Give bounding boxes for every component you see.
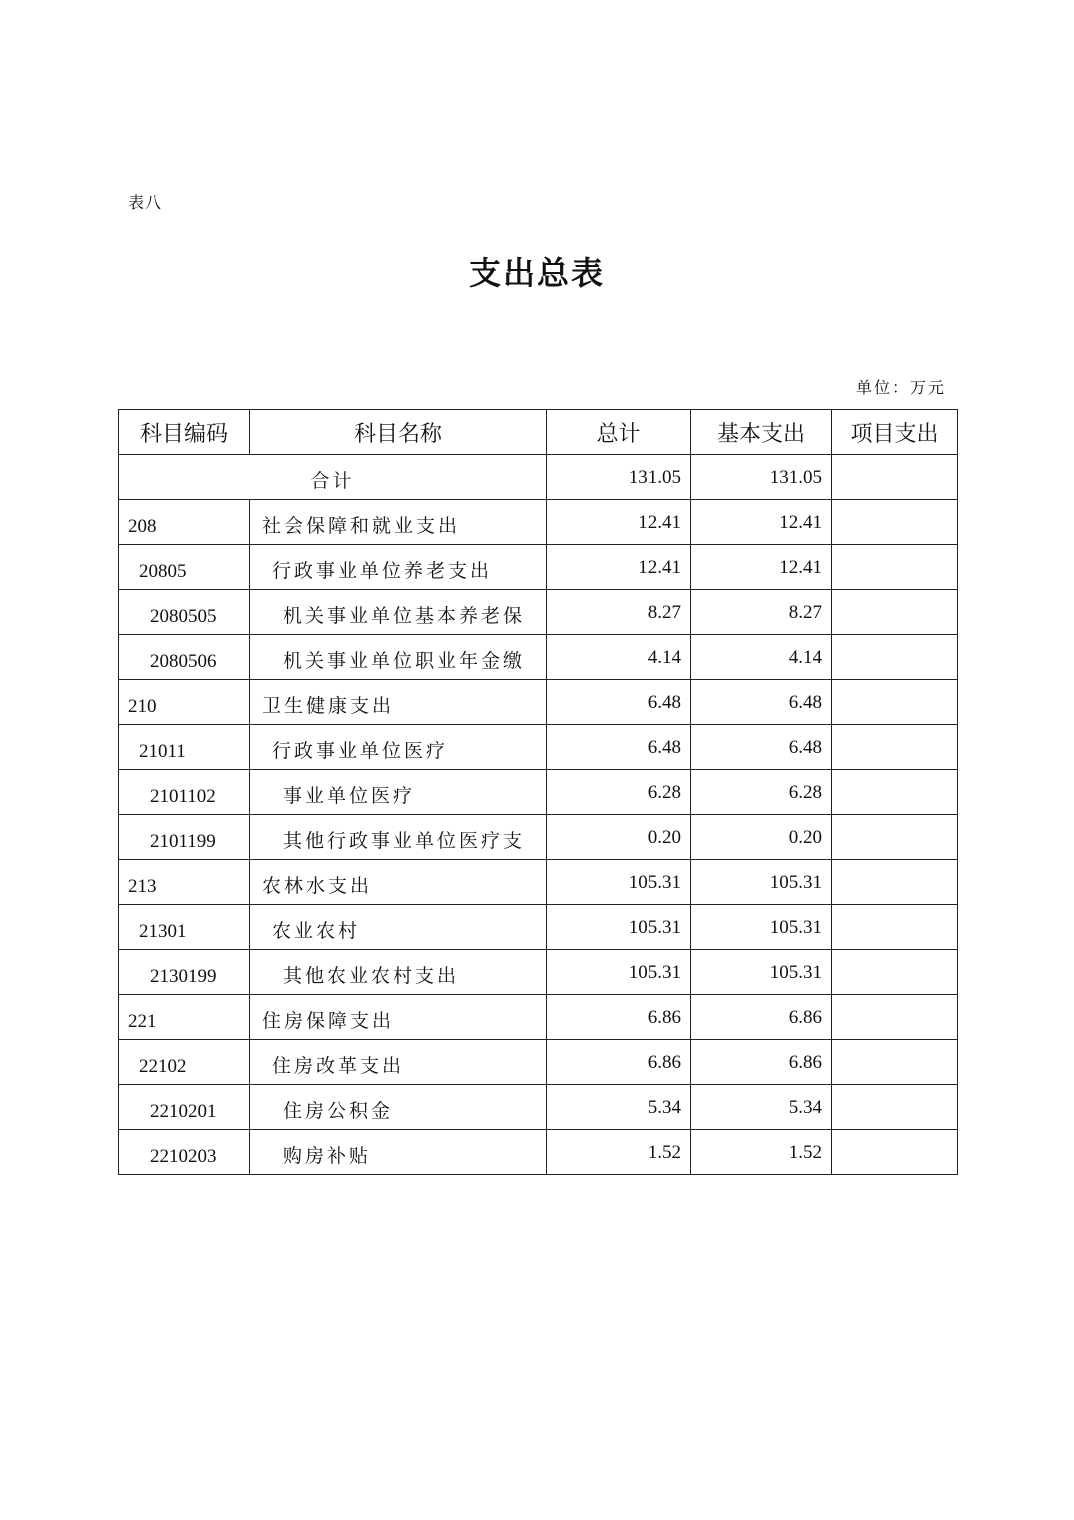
table-row (119, 725, 958, 770)
total-amount-cell: 6.48 (547, 680, 691, 725)
table-row (119, 860, 958, 905)
account-code-cell: 2080505 (119, 590, 250, 635)
total-basic-amount: 131.05 (691, 455, 832, 500)
unit-label: 单位：万元 (855, 378, 946, 397)
basic-amount-cell: 105.31 (691, 905, 832, 950)
total-project-amount (832, 455, 958, 500)
basic-amount-cell: 6.48 (691, 680, 832, 725)
table-row (119, 815, 958, 860)
account-name-cell: 购房补贴 (250, 1130, 547, 1175)
column-header-name: 科目名称 (250, 410, 547, 455)
account-name-cell: 机关事业单位职业年金缴 (250, 635, 547, 680)
table-row (119, 1040, 958, 1085)
account-code-cell: 210 (119, 680, 250, 725)
column-header-basic: 基本支出 (691, 410, 832, 455)
basic-amount-cell: 12.41 (691, 545, 832, 590)
total-amount-cell: 4.14 (547, 635, 691, 680)
basic-amount-cell: 1.52 (691, 1130, 832, 1175)
table-row (119, 680, 958, 725)
basic-amount-cell: 6.48 (691, 725, 832, 770)
basic-amount-cell: 105.31 (691, 950, 832, 995)
project-amount-cell (832, 1085, 958, 1130)
project-amount-cell (832, 1040, 958, 1085)
total-row (119, 455, 958, 500)
total-amount-cell: 1.52 (547, 1130, 691, 1175)
project-amount-cell (832, 1130, 958, 1175)
total-amount-cell: 0.20 (547, 815, 691, 860)
account-name-cell: 其他农业农村支出 (250, 950, 547, 995)
column-header-code: 科目编码 (119, 410, 250, 455)
account-code-cell: 221 (119, 995, 250, 1040)
account-code-cell: 21301 (119, 905, 250, 950)
account-code-cell: 21011 (119, 725, 250, 770)
basic-amount-cell: 12.41 (691, 500, 832, 545)
total-amount-cell: 5.34 (547, 1085, 691, 1130)
total-amount: 131.05 (547, 455, 691, 500)
column-header-total: 总计 (547, 410, 691, 455)
account-name-cell: 农业农村 (250, 905, 547, 950)
expenditure-summary-table (118, 409, 958, 1175)
project-amount-cell (832, 725, 958, 770)
total-amount-cell: 6.86 (547, 1040, 691, 1085)
page-title: 支出总表 (468, 254, 605, 292)
total-amount-cell: 105.31 (547, 950, 691, 995)
account-code-cell: 2210203 (119, 1130, 250, 1175)
account-code-cell: 22102 (119, 1040, 250, 1085)
account-code-cell: 213 (119, 860, 250, 905)
project-amount-cell (832, 545, 958, 590)
table-row (119, 905, 958, 950)
basic-amount-cell: 8.27 (691, 590, 832, 635)
column-header-project: 项目支出 (832, 410, 958, 455)
account-name-cell: 社会保障和就业支出 (250, 500, 547, 545)
account-name-cell: 行政事业单位养老支出 (250, 545, 547, 590)
total-amount-cell: 105.31 (547, 860, 691, 905)
basic-amount-cell: 6.86 (691, 1040, 832, 1085)
total-amount-cell: 12.41 (547, 545, 691, 590)
project-amount-cell (832, 590, 958, 635)
project-amount-cell (832, 815, 958, 860)
total-amount-cell: 6.28 (547, 770, 691, 815)
basic-amount-cell: 105.31 (691, 860, 832, 905)
total-amount-cell: 6.48 (547, 725, 691, 770)
table-row (119, 590, 958, 635)
project-amount-cell (832, 950, 958, 995)
basic-amount-cell: 6.86 (691, 995, 832, 1040)
account-code-cell: 2101199 (119, 815, 250, 860)
total-amount-cell: 12.41 (547, 500, 691, 545)
account-name-cell: 行政事业单位医疗 (250, 725, 547, 770)
account-name-cell: 事业单位医疗 (250, 770, 547, 815)
table-row (119, 950, 958, 995)
table-row (119, 1085, 958, 1130)
account-name-cell: 机关事业单位基本养老保 (250, 590, 547, 635)
table-row (119, 1130, 958, 1175)
account-name-cell: 住房改革支出 (250, 1040, 547, 1085)
account-code-cell: 2101102 (119, 770, 250, 815)
table-row (119, 995, 958, 1040)
account-name-cell: 卫生健康支出 (250, 680, 547, 725)
project-amount-cell (832, 905, 958, 950)
table-row (119, 545, 958, 590)
table-row (119, 635, 958, 680)
account-code-cell: 20805 (119, 545, 250, 590)
table-row (119, 500, 958, 545)
total-amount-cell: 8.27 (547, 590, 691, 635)
total-amount-cell: 105.31 (547, 905, 691, 950)
account-code-cell: 2130199 (119, 950, 250, 995)
table-row (119, 770, 958, 815)
basic-amount-cell: 6.28 (691, 770, 832, 815)
project-amount-cell (832, 860, 958, 905)
project-amount-cell (832, 500, 958, 545)
project-amount-cell (832, 770, 958, 815)
table-number-label: 表八 (128, 193, 163, 212)
project-amount-cell (832, 680, 958, 725)
total-label: 合计 (119, 455, 547, 500)
account-code-cell: 208 (119, 500, 250, 545)
total-amount-cell: 6.86 (547, 995, 691, 1040)
account-name-cell: 其他行政事业单位医疗支 (250, 815, 547, 860)
project-amount-cell (832, 635, 958, 680)
account-name-cell: 住房保障支出 (250, 995, 547, 1040)
basic-amount-cell: 5.34 (691, 1085, 832, 1130)
account-code-cell: 2210201 (119, 1085, 250, 1130)
account-name-cell: 住房公积金 (250, 1085, 547, 1130)
project-amount-cell (832, 995, 958, 1040)
basic-amount-cell: 0.20 (691, 815, 832, 860)
account-code-cell: 2080506 (119, 635, 250, 680)
table-header-row (119, 410, 958, 455)
account-name-cell: 农林水支出 (250, 860, 547, 905)
basic-amount-cell: 4.14 (691, 635, 832, 680)
